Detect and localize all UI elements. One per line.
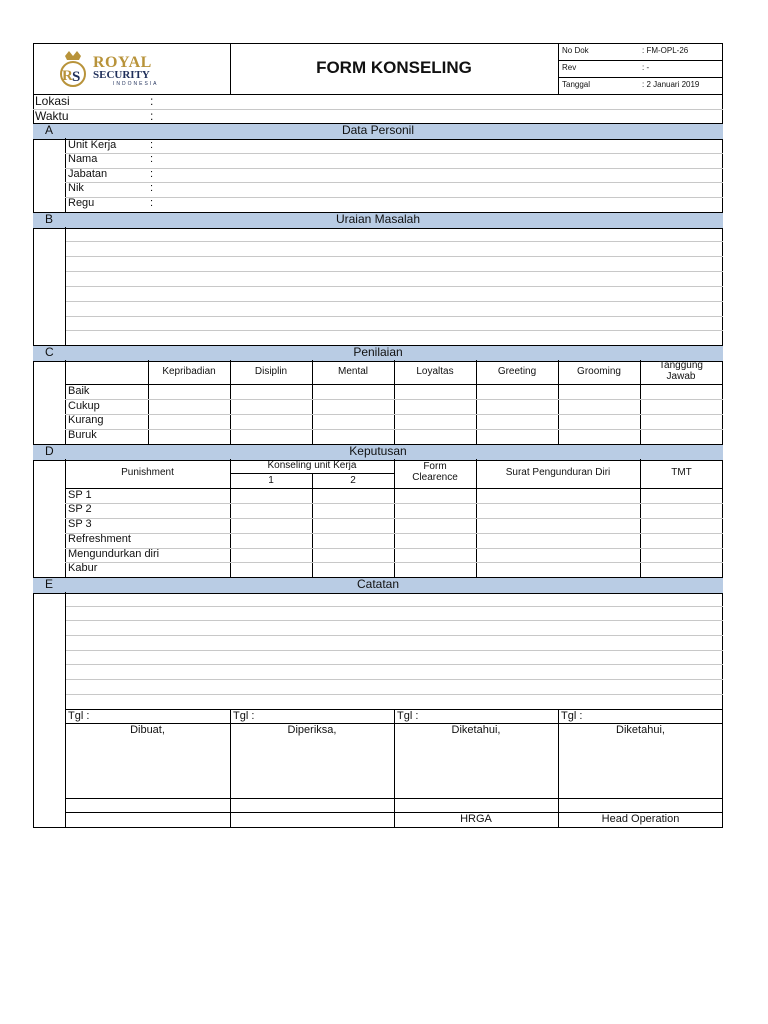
meta-value-rev: : - — [642, 63, 650, 72]
signature-box-dibuat[interactable] — [66, 738, 229, 798]
field-label-nama: Nama — [68, 153, 98, 165]
signature-box-diperiksa[interactable] — [231, 738, 393, 798]
meta-label-no-dok: No Dok — [562, 46, 589, 55]
keputusan-row-line — [65, 503, 723, 504]
field-colon-jabatan: : — [150, 168, 154, 180]
page-title: FORM KONSELING — [316, 58, 472, 77]
keputusan-col-konseling: Konseling unit Kerja — [267, 460, 357, 471]
penilaian-row-line — [65, 399, 723, 400]
field-label-waktu: Waktu — [35, 109, 69, 123]
keputusan-row-mengundurkan-diri: Mengundurkan diri — [68, 548, 160, 560]
section-title-b: Uraian Masalah — [335, 212, 421, 226]
penilaian-col-disiplin: Disiplin — [254, 366, 288, 377]
penilaian-col-loyaltas: Loyaltas — [416, 366, 454, 377]
signature-box-diketahui-hrga[interactable] — [395, 738, 557, 798]
signature-footer-hrga: HRGA — [460, 813, 492, 825]
nik-input-line[interactable] — [65, 197, 723, 198]
meta-label-tanggal: Tanggal — [562, 80, 591, 89]
penilaian-row-baik: Baik — [68, 385, 90, 397]
section-title-d: Keputusan — [349, 444, 407, 458]
unit-kerja-input-line[interactable] — [65, 153, 723, 154]
signature-tgl-diperiksa: Tgl : — [233, 710, 255, 722]
penilaian-col-greeting: Greeting — [497, 366, 537, 377]
signature-role-dibuat: Dibuat, — [130, 724, 165, 736]
penilaian-row-kurang: Kurang — [68, 414, 104, 426]
header-bottom-line — [33, 94, 723, 95]
penilaian-row-line — [65, 429, 723, 430]
section-letter-e: E — [45, 577, 54, 591]
keputusan-row-sp1: SP 1 — [68, 489, 92, 501]
signature-tgl-dibuat: Tgl : — [68, 710, 90, 722]
meta-value-no-dok: : FM-OPL-26 — [642, 46, 689, 55]
keputusan-header-line — [65, 488, 723, 489]
logo-brand-top: ROYAL — [93, 54, 152, 71]
keputusan-row-sp3: SP 3 — [68, 518, 92, 530]
field-label-jabatan: Jabatan — [68, 168, 108, 180]
keputusan-row-kabur: Kabur — [68, 562, 98, 574]
section-a-left-col — [65, 138, 66, 212]
logo-brand-bottom: SECURITY — [93, 69, 150, 81]
field-colon-unit-kerja: : — [150, 139, 154, 151]
header-divider-meta — [558, 43, 559, 94]
jabatan-input-line[interactable] — [65, 182, 723, 183]
meta-line-2 — [558, 77, 723, 78]
field-colon-lokasi: : — [150, 94, 154, 108]
meta-value-tanggal: : 2 Januari 2019 — [642, 80, 700, 89]
nama-input-line[interactable] — [65, 168, 723, 169]
svg-text:R: R — [62, 68, 73, 84]
penilaian-col-mental: Mental — [337, 366, 368, 377]
section-letter-d: D — [45, 444, 54, 458]
penilaian-row-line — [65, 414, 723, 415]
company-logo — [55, 50, 185, 90]
keputusan-row-refreshment: Refreshment — [68, 533, 131, 545]
signature-role-diketahui-head: Diketahui, — [616, 724, 665, 736]
keputusan-row-line — [65, 562, 723, 563]
svg-text:S: S — [72, 69, 81, 85]
field-label-unit-kerja: Unit Kerja — [68, 139, 117, 151]
penilaian-col-line — [640, 360, 641, 444]
section-letter-b: B — [45, 212, 54, 226]
signature-role-diketahui-hrga: Diketahui, — [451, 724, 501, 736]
field-colon-nik: : — [150, 182, 154, 194]
keputusan-col-form-clearence: Form Clearence — [412, 461, 458, 483]
section-title-c: Penilaian — [353, 345, 403, 359]
penilaian-row-buruk: Buruk — [68, 429, 97, 441]
uraian-masalah-area[interactable] — [66, 227, 723, 345]
section-title-a: Data Personil — [341, 123, 415, 137]
keputusan-col-konseling-1: 1 — [268, 475, 274, 486]
signature-role-diperiksa: Diperiksa, — [287, 724, 337, 736]
keputusan-col-surat: Surat Pengunduran Diri — [505, 467, 611, 478]
meta-line-1 — [558, 60, 723, 61]
section-c-left-col — [65, 360, 66, 444]
field-label-regu: Regu — [68, 197, 95, 209]
field-colon-regu: : — [150, 197, 154, 209]
penilaian-header-line — [65, 384, 723, 385]
penilaian-col-grooming: Grooming — [577, 366, 621, 377]
signature-tgl-diketahui-head: Tgl : — [561, 710, 583, 722]
meta-label-rev: Rev — [562, 63, 577, 72]
section-letter-c: C — [45, 345, 54, 359]
keputusan-row-line — [65, 533, 723, 534]
field-label-nik: Nik — [68, 182, 84, 194]
field-label-lokasi: Lokasi — [35, 94, 70, 108]
signature-footer-head-operation: Head Operation — [601, 813, 680, 825]
signature-tgl-diketahui-hrga: Tgl : — [397, 710, 419, 722]
lokasi-input-line[interactable] — [33, 109, 723, 110]
penilaian-col-tanggung-jawab: Tanggung Jawab — [659, 360, 703, 382]
keputusan-row-line — [65, 518, 723, 519]
logo-brand-sub: INDONESIA — [113, 81, 159, 87]
section-title-e: Catatan — [356, 577, 400, 591]
keputusan-col-konseling-2: 2 — [350, 475, 356, 486]
keputusan-col-tmt: TMT — [671, 467, 692, 478]
keputusan-row-sp2: SP 2 — [68, 503, 92, 515]
signature-box-diketahui-head[interactable] — [559, 738, 722, 798]
penilaian-row-cukup: Cukup — [68, 400, 100, 412]
penilaian-col-kepribadian: Kepribadian — [162, 366, 216, 377]
keputusan-row-line — [65, 548, 723, 549]
konseling-subheader-line — [230, 473, 394, 474]
section-letter-a: A — [45, 123, 54, 137]
form-frame — [33, 43, 723, 828]
field-colon-nama: : — [150, 153, 154, 165]
keputusan-col-punishment: Punishment — [121, 467, 174, 478]
catatan-area[interactable] — [66, 592, 723, 709]
field-colon-waktu: : — [150, 109, 154, 123]
